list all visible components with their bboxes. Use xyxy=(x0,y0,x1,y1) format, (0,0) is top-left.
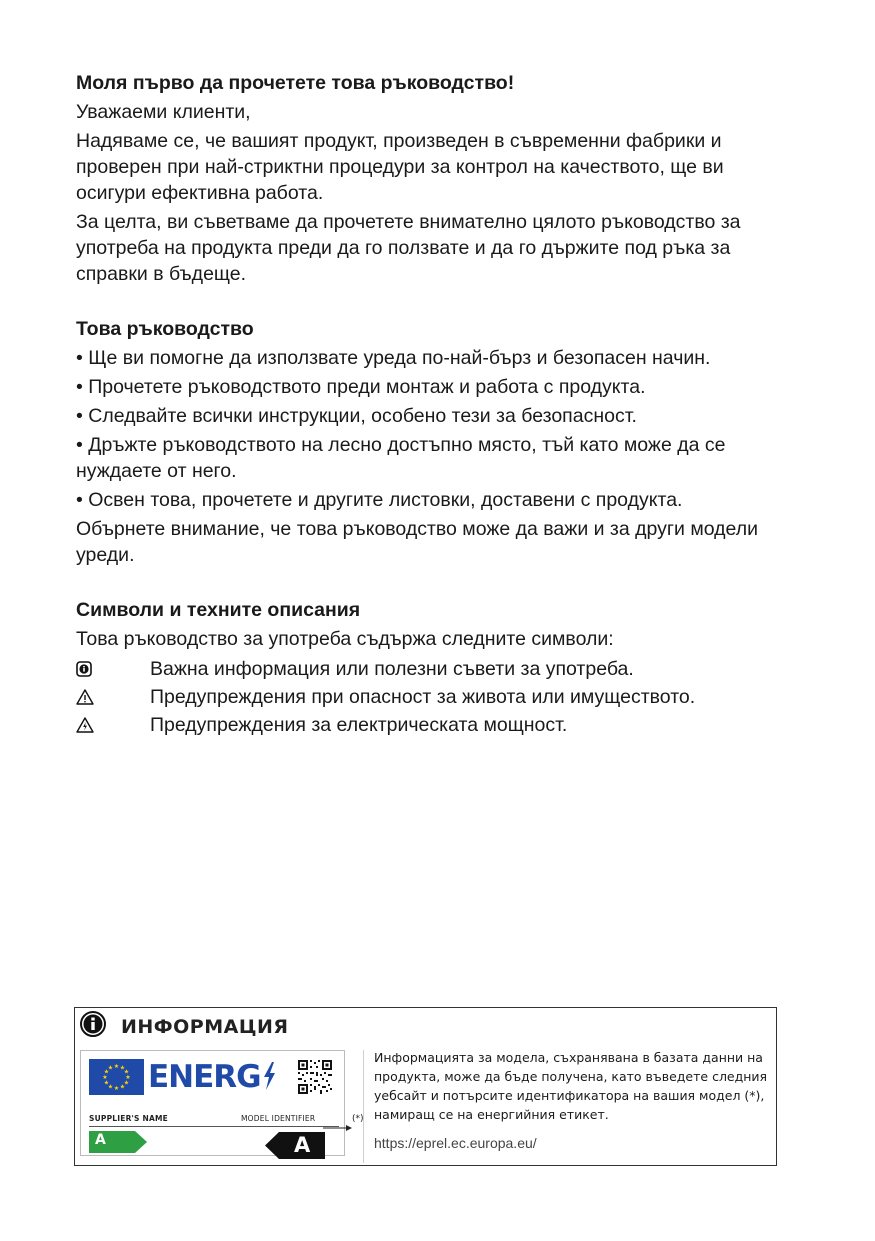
qr-code-icon xyxy=(297,1059,333,1100)
info-icon xyxy=(76,661,150,677)
manual-note: Обърнете внимание, че това ръководство може да важи и за други модели уреди. xyxy=(76,518,758,566)
svg-text:★: ★ xyxy=(119,1064,126,1072)
energy-class-arrow xyxy=(265,1132,325,1164)
bullet-item: • Освен това, прочетете и другите листовки, доставени с продукта. xyxy=(76,489,683,511)
information-title: ИНФОРМАЦИЯ xyxy=(121,1015,289,1038)
symbol-row xyxy=(76,655,796,683)
symbol-text: Важна информация или полезни съвети за употреба. xyxy=(150,658,634,680)
energy-label xyxy=(80,1050,345,1156)
arrow-right-icon xyxy=(323,1119,353,1137)
svg-text:★: ★ xyxy=(125,1074,131,1081)
bullet-item: • Прочетете ръководството преди монтаж и работа с продукта. xyxy=(76,376,646,398)
bullet-item: • Дръжте ръководството на лесно достъпно място, тъй като може да се нуждаете от него. xyxy=(76,434,726,482)
model-marker: (*) xyxy=(352,1114,364,1124)
label-divider xyxy=(89,1126,339,1127)
information-body xyxy=(75,1045,776,1166)
manual-heading: Това ръководство xyxy=(76,318,254,340)
symbol-row xyxy=(76,683,796,711)
eu-flag-icon xyxy=(89,1059,144,1095)
eprel-link[interactable]: https://eprel.ec.europa.eu/ xyxy=(374,1135,537,1151)
symbols-heading: Символи и техните описания xyxy=(76,599,361,621)
information-box xyxy=(74,1007,777,1166)
energy-word: ENERG xyxy=(148,1059,261,1095)
class-right-letter: A xyxy=(294,1133,311,1157)
model-identifier: MODEL IDENTIFIER xyxy=(241,1114,316,1123)
intro-heading: Моля първо да прочетете това ръководство! xyxy=(76,72,515,94)
information-text: Информацията за модела, съхранявана в базата данни на продукта, може да бъде получена, като въведете следния уебсайт и потърсите идентификатора на вашия модел (*), намиращ се на енергийния етикет. xyxy=(374,1050,768,1122)
energy-label-area xyxy=(80,1050,364,1163)
lightning-icon xyxy=(261,1061,277,1096)
greeting: Уважаеми клиенти, xyxy=(76,101,251,123)
energy-class-scale-arrow xyxy=(89,1131,147,1158)
svg-text:★: ★ xyxy=(107,1064,114,1072)
intro-paragraph-1: Надяваме се, че вашият продукт, произведен в съвременни фабрики и проверен при най-стриктни процедури за контрол на качеството, ще ви осигури ефективна работа. xyxy=(76,130,724,204)
intro-paragraph-2: За целта, ви съветваме да прочетете внимателно цялото ръководство за употреба на продукта преди да го ползвате и да го държите под ръка за справки в бъдеще. xyxy=(76,211,741,285)
symbol-row xyxy=(76,711,796,739)
svg-text:★: ★ xyxy=(113,1085,120,1092)
bullet-item: • Следвайте всички инструкции, особено тези за безопасност. xyxy=(76,405,637,427)
svg-text:★: ★ xyxy=(102,1074,108,1081)
symbol-text: Предупреждения за електрическата мощност. xyxy=(150,714,568,736)
svg-text:★: ★ xyxy=(103,1079,110,1087)
manual-page xyxy=(76,70,796,739)
svg-text:★: ★ xyxy=(113,1063,120,1070)
svg-text:★: ★ xyxy=(103,1068,110,1076)
svg-text:★: ★ xyxy=(119,1083,126,1091)
warning-icon xyxy=(76,689,150,705)
electric-warning-icon xyxy=(76,717,150,733)
supplier-name: SUPPLIER'S NAME xyxy=(89,1114,168,1123)
symbol-text: Предупреждения при опасност за живота или имуществото. xyxy=(150,686,696,708)
symbols-intro: Това ръководство за употреба съдържа следните символи: xyxy=(76,628,614,650)
svg-text:★: ★ xyxy=(123,1079,130,1087)
svg-text:★: ★ xyxy=(107,1083,114,1091)
bullet-item: • Ще ви помогне да използвате уреда по-най-бърз и безопасен начин. xyxy=(76,347,711,369)
info-circle-icon xyxy=(79,1010,107,1043)
information-header xyxy=(75,1008,776,1045)
svg-text:★: ★ xyxy=(123,1068,130,1076)
class-left-letter: A xyxy=(95,1132,106,1148)
